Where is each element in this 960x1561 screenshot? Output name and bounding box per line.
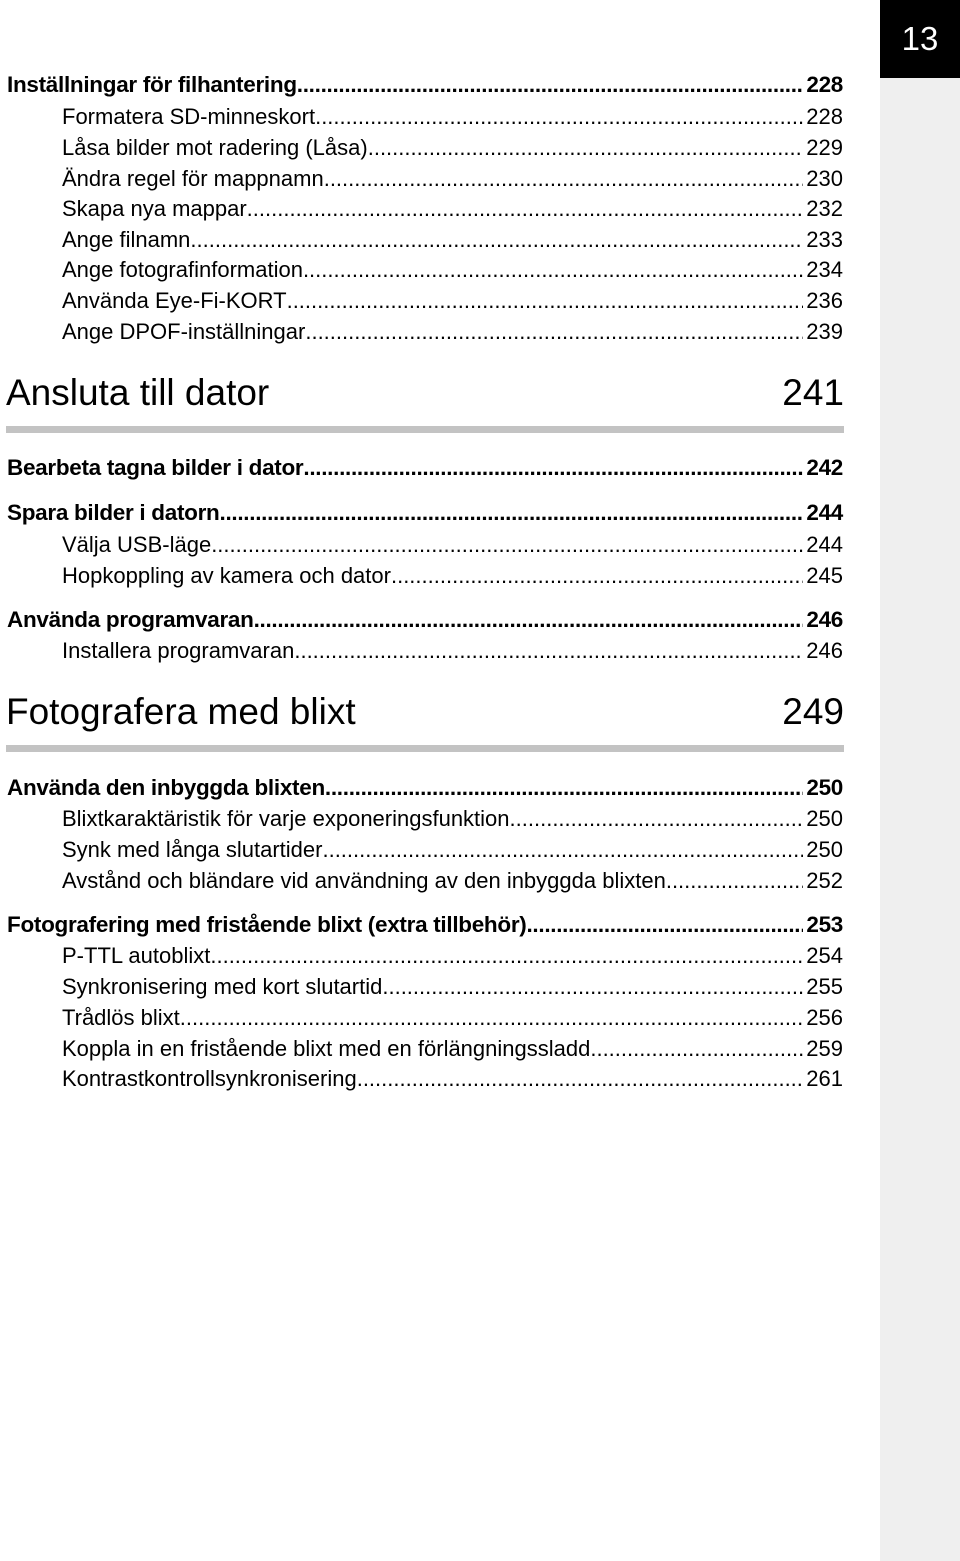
dot-leader [254, 607, 804, 633]
toc-entry-title: Formatera SD-minneskort [62, 104, 316, 129]
toc-entry[interactable] [62, 837, 843, 869]
toc-entry[interactable] [62, 1066, 843, 1098]
toc-entry-page: 228 [806, 104, 843, 129]
toc-entry-title: Ange filnamn [62, 227, 191, 252]
dot-leader [305, 319, 803, 345]
toc-entry-title: P-TTL autoblixt [62, 943, 211, 968]
toc-entry-page: 250 [806, 837, 843, 862]
toc-entry-page: 230 [806, 166, 843, 191]
chapter-title: Ansluta till dator [6, 372, 270, 413]
toc-entry-page: 255 [806, 974, 843, 999]
dot-leader [324, 166, 804, 192]
toc-entry-title: Ange DPOF-inställningar [62, 319, 306, 344]
toc-entry-page: 256 [806, 1005, 843, 1030]
dot-leader [303, 455, 803, 481]
toc-entry[interactable] [7, 912, 843, 944]
toc-entry[interactable] [62, 135, 843, 167]
toc-entry-page: 246 [806, 638, 843, 663]
dot-leader [180, 1005, 804, 1031]
chapter-page: 249 [782, 691, 844, 732]
toc-entry-page: 239 [806, 319, 843, 344]
toc-entry[interactable] [62, 563, 843, 595]
page-number-tab: 13 [880, 0, 960, 78]
dot-leader [382, 974, 803, 1000]
toc-entry-page: 250 [806, 806, 843, 831]
toc-entry-page: 232 [806, 196, 843, 221]
toc-entry-page: 244 [806, 500, 843, 525]
dot-leader [590, 1036, 803, 1062]
toc-entry-page: 253 [806, 912, 843, 937]
toc-entry[interactable] [62, 1005, 843, 1037]
toc-entry-title: Inställningar för filhantering [7, 72, 297, 97]
toc-entry-page: 233 [806, 227, 843, 252]
toc-entry-title: Ändra regel för mappnamn [62, 166, 324, 191]
dot-leader [220, 500, 804, 526]
toc-entry[interactable] [62, 1036, 843, 1068]
toc-entry-title: Installera programvaran [62, 638, 295, 663]
toc-entry-page: 245 [806, 563, 843, 588]
toc-entry[interactable] [62, 868, 843, 900]
toc-entry-title: Bearbeta tagna bilder i dator [7, 455, 304, 480]
toc-entry-title: Använda Eye-Fi-KORT [62, 288, 287, 313]
toc-entry[interactable] [62, 104, 843, 136]
dot-leader [526, 912, 803, 938]
dot-leader [325, 775, 803, 801]
toc-entry-page: 261 [806, 1066, 843, 1091]
chapter-title: Fotografera med blixt [6, 691, 356, 732]
toc-entry-title: Blixtkaraktäristik för varje exponeringsfunktion [62, 806, 510, 831]
chapter-heading[interactable] [6, 691, 844, 741]
chapter-rule [6, 745, 844, 752]
toc-entry[interactable] [62, 196, 843, 228]
toc-entry[interactable] [62, 166, 843, 198]
dot-leader [247, 196, 804, 222]
toc-entry-title: Ange fotografinformation [62, 257, 303, 282]
toc-entry[interactable] [7, 775, 843, 807]
toc-entry[interactable] [7, 607, 843, 639]
toc-entry-title: Hopkoppling av kamera och dator [62, 563, 391, 588]
dot-leader [210, 943, 803, 969]
toc-entry-title: Använda programvaran [7, 607, 254, 632]
toc-entry-page: 236 [806, 288, 843, 313]
toc-entry-title: Välja USB-läge [62, 532, 212, 557]
dot-leader [294, 638, 803, 664]
toc-entry[interactable] [62, 319, 843, 351]
dot-leader [510, 806, 804, 832]
toc-entry[interactable] [62, 288, 843, 320]
toc-entry-page: 244 [806, 532, 843, 557]
toc-entry[interactable] [62, 638, 843, 670]
toc-entry-title: Spara bilder i datorn [7, 500, 220, 525]
toc-entry-title: Fotografering med fristående blixt (extra tillbehör) [7, 912, 527, 937]
dot-leader [287, 288, 804, 314]
toc-entry-page: 259 [806, 1036, 843, 1061]
toc-entry-page: 252 [806, 868, 843, 893]
toc-entry-page: 228 [806, 72, 843, 97]
toc-entry[interactable] [7, 500, 843, 532]
toc-entry-page: 234 [806, 257, 843, 282]
dot-leader [190, 227, 803, 253]
toc-entry-title: Synk med långa slutartider [62, 837, 323, 862]
toc-entry-title: Skapa nya mappar [62, 196, 247, 221]
toc-entry-title: Låsa bilder mot radering (Låsa) [62, 135, 368, 160]
dot-leader [357, 1066, 804, 1092]
toc-entry-page: 242 [806, 455, 843, 480]
toc-entry-page: 229 [806, 135, 843, 160]
dot-leader [666, 868, 803, 894]
toc-entry[interactable] [62, 257, 843, 289]
chapter-rule [6, 426, 844, 433]
chapter-heading[interactable] [6, 372, 844, 422]
toc-entry-page: 254 [806, 943, 843, 968]
toc-entry-title: Trådlös blixt [62, 1005, 180, 1030]
toc-entry-title: Avstånd och bländare vid användning av den inbyggda blixten [62, 868, 666, 893]
dot-leader [391, 563, 803, 589]
toc-entry[interactable] [62, 806, 843, 838]
toc-entry-title: Använda den inbyggda blixten [7, 775, 325, 800]
toc-entry-title: Synkronisering med kort slutartid [62, 974, 383, 999]
toc-entry[interactable] [62, 532, 843, 564]
page-side-strip [880, 0, 960, 1561]
dot-leader [303, 257, 803, 283]
toc-entry-page: 246 [806, 607, 843, 632]
dot-leader [322, 837, 803, 863]
dot-leader [368, 135, 804, 161]
toc-entry[interactable] [7, 455, 843, 487]
dot-leader [211, 532, 803, 558]
chapter-page: 241 [782, 372, 844, 413]
toc-entry-title: Kontrastkontrollsynkronisering [62, 1066, 357, 1091]
toc-entry[interactable] [7, 72, 843, 104]
toc-entry[interactable] [62, 974, 843, 1006]
toc-entry-title: Koppla in en fristående blixt med en förlängningssladd [62, 1036, 591, 1061]
dot-leader [297, 72, 804, 98]
toc-entry-page: 250 [806, 775, 843, 800]
toc-entry[interactable] [62, 227, 843, 259]
dot-leader [315, 104, 803, 130]
toc-entry[interactable] [62, 943, 843, 975]
